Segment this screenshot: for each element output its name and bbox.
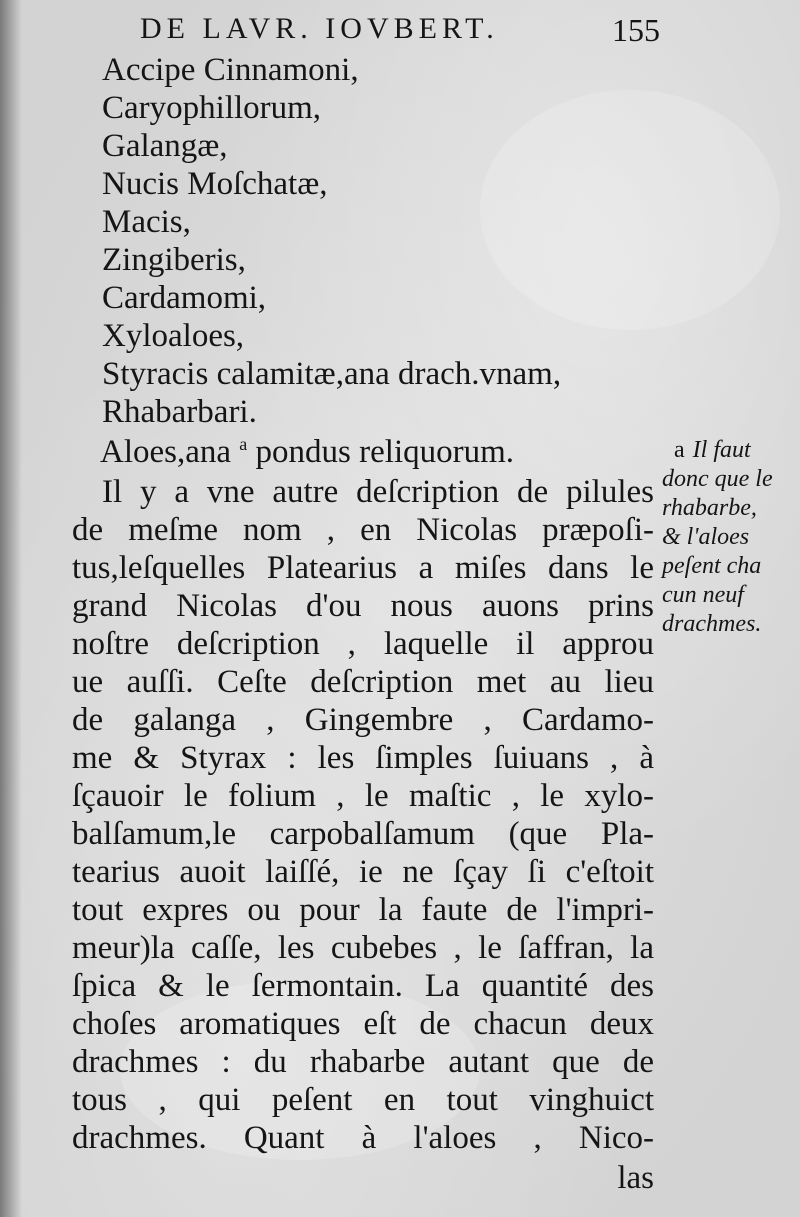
paragraph-line: noſtre deſcription , laquelle il approu (72, 626, 654, 662)
page-gutter-shadow (0, 0, 22, 1217)
ingredient-line: Accipe Cinnamoni, (102, 52, 359, 88)
paragraph-line: de galanga , Gingembre , Cardamo- (72, 702, 654, 738)
paragraph-line: de meſme nom , en Nicolas præpoſi- (72, 512, 654, 548)
marginal-note-line (662, 436, 792, 465)
marginal-note-line: drachmes. (662, 611, 762, 637)
marginal-note-text: Il faut (692, 437, 751, 463)
paragraph-line: drachmes. Quant à l'aloes , Nico- (72, 1120, 654, 1156)
ingredient-line: Xyloaloes, (102, 318, 245, 354)
paragraph-line: drachmes : du rhabarbe autant que de (72, 1044, 654, 1080)
page-number: 155 (612, 12, 660, 48)
ingredient-line: Nucis Moſchatæ, (102, 166, 328, 202)
marginal-note-line: donc que le (662, 466, 773, 492)
ingredient-line: Zingiberis, (102, 242, 246, 278)
note-marker: a (239, 434, 248, 454)
marginal-note-line: peſent cha (662, 553, 762, 579)
paragraph-line: balſamum,le carpobalſamum (que Pla- (72, 816, 654, 852)
ingredient-line: Rhabarbari. (102, 394, 257, 430)
paragraph-line: ſçauoir le folium , le maſtic , le xylo- (72, 778, 654, 814)
catchword: las (617, 1160, 654, 1196)
paragraph-line: tearius auoit laiſſé, ie ne ſçay ſi c'eſtoit (72, 854, 654, 890)
marginal-note-line: cun neuf (662, 582, 744, 608)
ingredient-line: Cardamomi, (102, 280, 267, 316)
paragraph-line: tout expres ou pour la faute de l'impri- (72, 892, 654, 928)
marginal-note-line: & l'aloes (662, 524, 750, 550)
aloes-line-text: pondus reliquorum. (247, 434, 515, 470)
paragraph-line: meur)la caſſe, les cubebes , le ſaffran, la (72, 930, 654, 966)
aloes-line (100, 432, 514, 472)
note-marker: a (674, 437, 685, 463)
paragraph-line: choſes aromatiques eſt de chacun deux (72, 1006, 654, 1042)
page-header (140, 12, 660, 52)
marginal-note (662, 436, 792, 639)
ingredient-line: Galangæ, (102, 128, 228, 164)
ingredient-line: Caryophillorum, (102, 90, 322, 126)
paragraph-line: ſpica & le ſermontain. La quantité des (72, 968, 654, 1004)
paragraph-line: tus,leſquelles Platearius a miſes dans le (72, 550, 654, 586)
paragraph-line: me & Styrax : les ſimples ſuiuans , à (72, 740, 654, 776)
marginal-note-line: rhabarbe, (662, 495, 757, 521)
paragraph-line: tous , qui peſent en tout vinghuict (72, 1082, 654, 1118)
paragraph-line: ue auſſi. Ceſte deſcription met au lieu (72, 664, 654, 700)
paragraph-line: Il y a vne autre deſcription de pilules (102, 474, 654, 510)
aloes-line-text: Aloes,ana (100, 434, 240, 470)
paragraph-line: grand Nicolas d'ou nous auons prins (72, 588, 654, 624)
ingredient-line: Macis, (102, 204, 191, 240)
ingredient-line: Styracis calamitæ,ana drach.vnam, (102, 356, 562, 392)
paper-stain (480, 90, 780, 330)
running-title: DE LAVR. IOVBERT. (140, 12, 499, 45)
